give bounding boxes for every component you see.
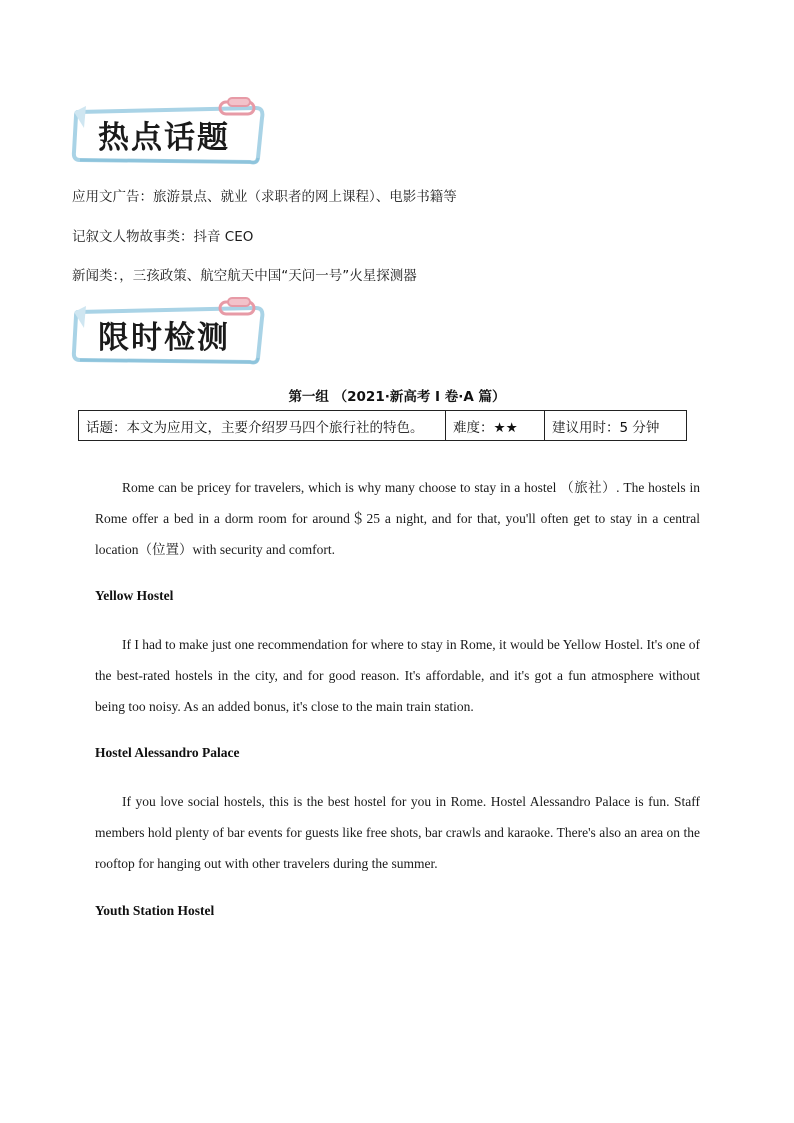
banner-title: 热点话题: [98, 120, 230, 156]
section-heading: Youth Station Hostel: [95, 903, 215, 918]
section-heading: Hostel Alessandro Palace: [95, 745, 240, 760]
banner-title: 限时检测: [98, 320, 230, 356]
section-heading: Yellow Hostel: [95, 588, 174, 603]
banner-timed-test: [70, 298, 266, 366]
section-paragraph: If I had to make just one recommendation for where to stay in Rome, it would be Yellow Hostel. It's one of the best-rated hostels in the city, and for good reason. It's affordable, and it's got a fun atmosphere without being too noisy. As an added bonus, it's close to the main train station.: [95, 637, 700, 714]
section-paragraph: If you love social hostels, this is the best hostel for you in Rome. Hostel Alessandro Palace is fun. Staff members hold plenty of bar events for guests like free shots, bar crawls and karaoke. There's also an area on the rooftop for hanging out with other travelers during the summer.: [95, 794, 700, 871]
info-table-row: [79, 411, 687, 441]
banner-hot-topics: [70, 98, 266, 166]
intro-paragraph: Rome can be pricey for travelers, which is why many choose to stay in a hostel （旅社）. The hostels in Rome offer a bed in a dorm room for around＄25 a night, and for that, you'll often get to stay in a central location（位置）with security and comfort.: [95, 480, 700, 557]
topic-line-2: 记叙文人物故事类：抖音 CEO: [72, 229, 254, 245]
group-title: 第一组 （2021·新高考 I 卷·A 篇）: [288, 389, 506, 405]
info-table: [78, 410, 687, 441]
info-time-cell: 建议用时：5 分钟: [545, 411, 687, 441]
topic-line-3: 新闻类：，三孩政策、航空航天中国“天问一号”火星探测器: [72, 268, 417, 284]
info-topic-cell: 话题：本文为应用文，主要介绍罗马四个旅行社的特色。: [79, 411, 446, 441]
topic-line-1: 应用文广告：旅游景点、就业（求职者的网上课程）、电影书籍等: [72, 189, 457, 205]
info-difficulty-cell: 难度：★★: [446, 411, 545, 441]
